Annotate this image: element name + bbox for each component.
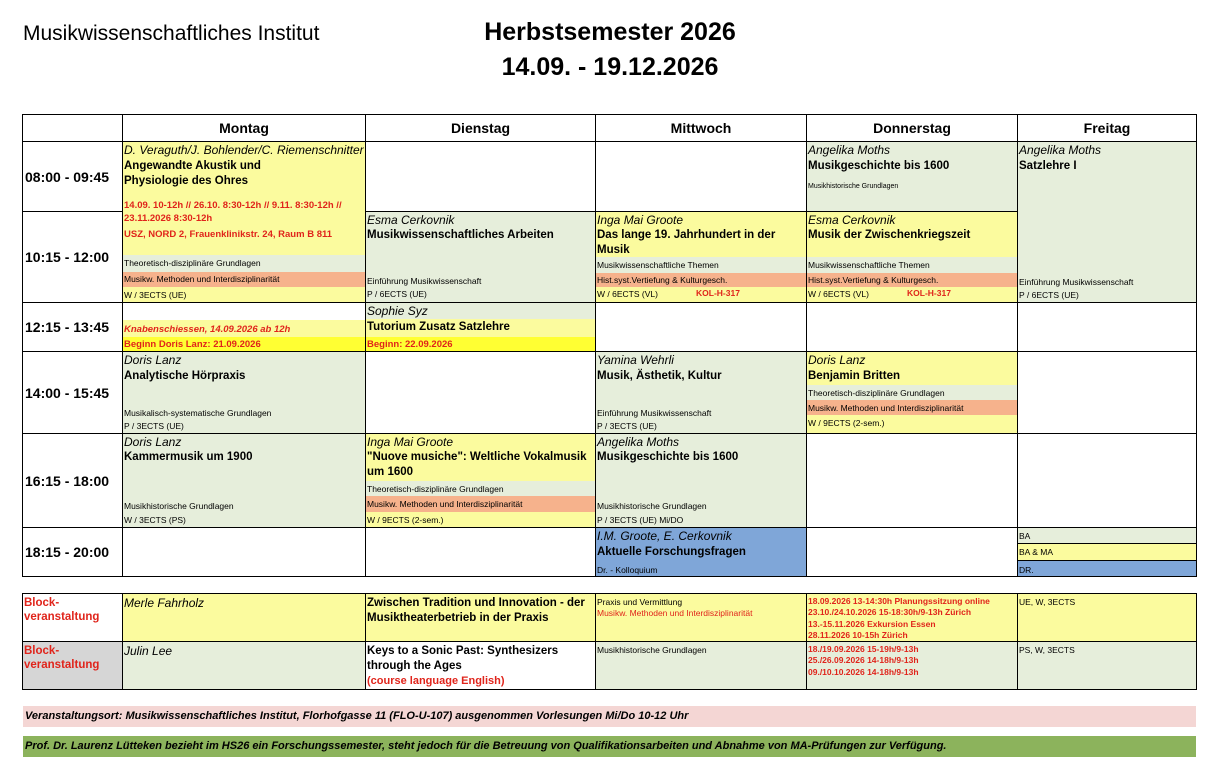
- course-credits: P / 3ECTS (UE): [124, 421, 184, 431]
- course-title: Musikwissenschaftliches Arbeiten: [367, 229, 554, 241]
- course-title: Kammermusik um 1900: [124, 451, 253, 463]
- legend: [1018, 528, 1197, 577]
- course-category: Hist.syst.Vertiefung & Kulturgesch.: [597, 275, 728, 285]
- empty-slot: [1018, 352, 1197, 434]
- day-header-dienstag: Dienstag: [366, 115, 596, 142]
- course-lecturer: Angelika Moths: [1019, 143, 1102, 157]
- course-lecturer: Angelika Moths: [808, 143, 891, 157]
- course-lecturer: I.M. Groote, E. Cerkovnik: [597, 529, 732, 543]
- course-credits: W / 9ECTS (2-sem.): [808, 418, 885, 428]
- time-slot-1015: 10:15 - 12:00: [23, 212, 123, 303]
- footer-location: Veranstaltungsort: Musikwissenschaftliches Institut, Florhofgasse 11 (FLO-U-107) ausgenommen Vorlesungen Mi/Do 10-12 Uhr: [23, 706, 1196, 727]
- course-title: Analytische Hörpraxis: [124, 370, 246, 382]
- course-category: Musikw. Methoden und Interdisziplinarität: [367, 499, 523, 509]
- course-lecturer: Doris Lanz: [124, 353, 182, 367]
- course-category: Musikhistorische Grundlagen: [808, 183, 899, 190]
- empty-slot: [807, 434, 1018, 528]
- course-langes-19-jahrhundert[interactable]: [596, 212, 807, 303]
- day-header-freitag: Freitag: [1018, 115, 1197, 142]
- course-credits: P / 6ECTS (UE): [367, 289, 427, 299]
- course-credits: W / 3ECTS (PS): [124, 515, 186, 525]
- course-title: Musikgeschichte bis 1600: [597, 451, 739, 463]
- empty-slot: [1018, 434, 1197, 528]
- course-lecturer: Doris Lanz: [808, 353, 866, 367]
- time-slot-1400: 14:00 - 15:45: [23, 352, 123, 434]
- course-lecturer: D. Veraguth/J. Bohlender/C. Riemenschnitter: [124, 143, 364, 157]
- course-lecturer: Sophie Syz: [367, 304, 428, 318]
- course-lecturer: Doris Lanz: [124, 435, 182, 449]
- course-lecturer: Inga Mai Groote: [597, 213, 684, 227]
- block-lecturer: Julin Lee: [123, 642, 366, 690]
- course-credits: P / 3ECTS (UE) Mi/DO: [597, 515, 684, 525]
- course-title: Aktuelle Forschungsfragen: [597, 546, 746, 558]
- course-credits: W / 3ECTS (UE): [124, 290, 187, 300]
- course-title: Benjamin Britten: [808, 370, 901, 382]
- course-category: Theoretisch-disziplinäre Grundlagen: [124, 258, 261, 268]
- course-title: Musik, Ästhetik, Kultur: [597, 370, 722, 382]
- course-category: Musikw. Methoden und Interdisziplinarität: [124, 274, 280, 284]
- course-title: Tutorium Zusatz Satzlehre: [367, 321, 510, 333]
- day-header-donnerstag: Donnerstag: [807, 115, 1018, 142]
- institute-name: Musikwissenschaftliches Institut: [23, 22, 320, 45]
- course-zwischenkriegszeit[interactable]: [807, 212, 1018, 303]
- course-category: Theoretisch-disziplinäre Grundlagen: [808, 388, 945, 398]
- course-credits: W / 9ECTS (2-sem.): [367, 515, 444, 525]
- course-nuove-musiche[interactable]: [366, 434, 596, 528]
- block-course-musiktheater[interactable]: [366, 594, 596, 642]
- legend-dr: DR.: [1019, 565, 1034, 575]
- empty-slot: [596, 142, 807, 212]
- block-label: Block-veranstaltung: [23, 642, 123, 690]
- course-dates: 23.11.2026 8:30-12h: [124, 213, 213, 224]
- empty-slot: [807, 528, 1018, 577]
- course-category: Einführung Musikwissenschaft: [1019, 277, 1134, 287]
- course-benjamin-britten[interactable]: [807, 352, 1018, 434]
- empty-slot: [123, 528, 366, 577]
- course-begin: Beginn Doris Lanz: 21.09.2026: [124, 339, 261, 350]
- course-title: Musikgeschichte bis 1600: [808, 160, 950, 172]
- empty-slot: [366, 528, 596, 577]
- empty-slot: [1018, 303, 1197, 352]
- course-title: Angewandte Akustik und Physiologie des Ohres: [124, 160, 261, 187]
- course-lecturer: Yamina Wehrli: [597, 353, 674, 367]
- time-slot-1615: 16:15 - 18:00: [23, 434, 123, 528]
- course-musikgeschichte-mi[interactable]: [596, 434, 807, 528]
- course-room: KOL-H-317: [696, 288, 740, 298]
- legend-ba-ma: BA & MA: [1019, 547, 1054, 557]
- course-language: (course language English): [367, 675, 505, 687]
- empty-slot: [807, 303, 1018, 352]
- empty-slot: [366, 352, 596, 434]
- block-lecturer: Merle Fahrholz: [123, 594, 366, 642]
- course-category: Musikwissenschaftliche Themen: [597, 260, 719, 270]
- course-title: Musik der Zwischenkriegszeit: [808, 229, 971, 241]
- time-slot-0800: 08:00 - 09:45: [23, 142, 123, 212]
- course-category: Musikwissenschaftliche Themen: [808, 260, 930, 270]
- semester-title: Herbstsemester 2026: [484, 18, 736, 46]
- empty-slot: [366, 142, 596, 212]
- block-credits: UE, W, 3ECTS: [1018, 594, 1197, 642]
- course-room: KOL-H-317: [907, 288, 951, 298]
- course-credits: P / 6ECTS (UE): [1019, 290, 1079, 300]
- course-tutorium-satzlehre[interactable]: [366, 303, 596, 352]
- course-dates: 14.09. 10-12h // 26.10. 8:30-12h // 9.11. 8:30-12h //: [124, 200, 342, 211]
- course-credits: P / 3ECTS (UE): [597, 421, 657, 431]
- time-slot-1215: 12:15 - 13:45: [23, 303, 123, 352]
- course-musikgeschichte-do[interactable]: [807, 142, 1018, 212]
- course-category: Musikw. Methoden und Interdisziplinarität: [808, 403, 964, 413]
- block-dates: 18.09.2026 13-14:30h Planungssitzung online 23.10./24.10.2026 15-18:30h/9-13h Zürich 13.-15.11.2026 Exkursion Essen 28.11.2026 10-15h Zürich: [807, 594, 1018, 642]
- course-category: Einführung Musikwissenschaft: [367, 276, 482, 286]
- course-category: Einführung Musikwissenschaft: [597, 408, 712, 418]
- empty-slot: [596, 303, 807, 352]
- course-title: "Nuove musiche": Weltliche Vokalmusik um 1600: [367, 451, 587, 478]
- course-category: Musikhistorische Grundlagen: [597, 501, 707, 511]
- course-angewandte-akustik[interactable]: [123, 142, 366, 303]
- course-category: Musikalisch-systematische Grundlagen: [124, 408, 272, 418]
- legend-ba: BA: [1019, 531, 1031, 541]
- course-category: Hist.syst.Vertiefung & Kulturgesch.: [808, 275, 939, 285]
- course-category: Dr. - Kolloquium: [597, 565, 658, 575]
- block-courses: [22, 593, 1197, 690]
- block-categories: Praxis und Vermittlung Musikw. Methoden und Interdisziplinarität: [596, 594, 807, 642]
- course-musikwissenschaftliches-arbeiten[interactable]: [366, 212, 596, 303]
- course-lecturer: Esma Cerkovnik: [808, 213, 896, 227]
- course-title: Satzlehre I: [1019, 160, 1077, 172]
- block-label: Block-veranstaltung: [23, 594, 123, 642]
- course-analytische-hoerpraxis[interactable]: [123, 352, 366, 434]
- footer-note: Prof. Dr. Laurenz Lütteken bezieht im HS26 ein Forschungssemester, steht jedoch für die Betreuung von Qualifikationsarbeiten und Abnahme von MA-Prüfungen zur Verfügung.: [23, 736, 1196, 757]
- course-lecturer: Inga Mai Groote: [367, 435, 454, 449]
- course-location: USZ, NORD 2, Frauenklinikstr. 24, Raum B 811: [124, 229, 333, 240]
- course-title: Keys to a Sonic Past: Synthesizers through the Ages: [367, 645, 559, 672]
- header-corner: [23, 115, 123, 142]
- block-course-synthesizers[interactable]: [366, 642, 596, 690]
- day-header-montag: Montag: [123, 115, 366, 142]
- block-dates: 18./19.09.2026 15-19h/9-13h 25./26.09.2026 14-18h/9-13h 09./10.10.2026 14-18h/9-13h: [807, 642, 1018, 690]
- note-text: Knabenschiessen, 14.09.2026 ab 12h: [124, 324, 291, 335]
- course-credits: W / 6ECTS (VL): [597, 289, 658, 299]
- time-slot-1815: 18:15 - 20:00: [23, 528, 123, 577]
- course-category: Theoretisch-disziplinäre Grundlagen: [367, 484, 504, 494]
- course-satzlehre[interactable]: [1018, 142, 1197, 303]
- course-lecturer: Esma Cerkovnik: [367, 213, 455, 227]
- course-kammermusik-um-1900[interactable]: [123, 434, 366, 528]
- semester-dates: 14.09. - 19.12.2026: [501, 53, 719, 81]
- course-title: Zwischen Tradition und Innovation - der Musiktheaterbetrieb in der Praxis: [367, 597, 585, 624]
- course-begin: Beginn: 22.09.2026: [367, 339, 453, 350]
- timetable: [22, 114, 1197, 577]
- course-category: Musikhistorische Grundlagen: [124, 501, 234, 511]
- note-knabenschiessen: [123, 303, 366, 352]
- course-credits: W / 6ECTS (VL): [808, 289, 869, 299]
- course-musik-aesthetik-kultur[interactable]: [596, 352, 807, 434]
- block-categories: Musikhistorische Grundlagen: [596, 642, 807, 690]
- course-title: Das lange 19. Jahrhundert in der Musik: [597, 229, 776, 256]
- course-lecturer: Angelika Moths: [597, 435, 680, 449]
- day-header-mittwoch: Mittwoch: [596, 115, 807, 142]
- block-credits: PS, W, 3ECTS: [1018, 642, 1197, 690]
- course-aktuelle-forschungsfragen[interactable]: [596, 528, 807, 577]
